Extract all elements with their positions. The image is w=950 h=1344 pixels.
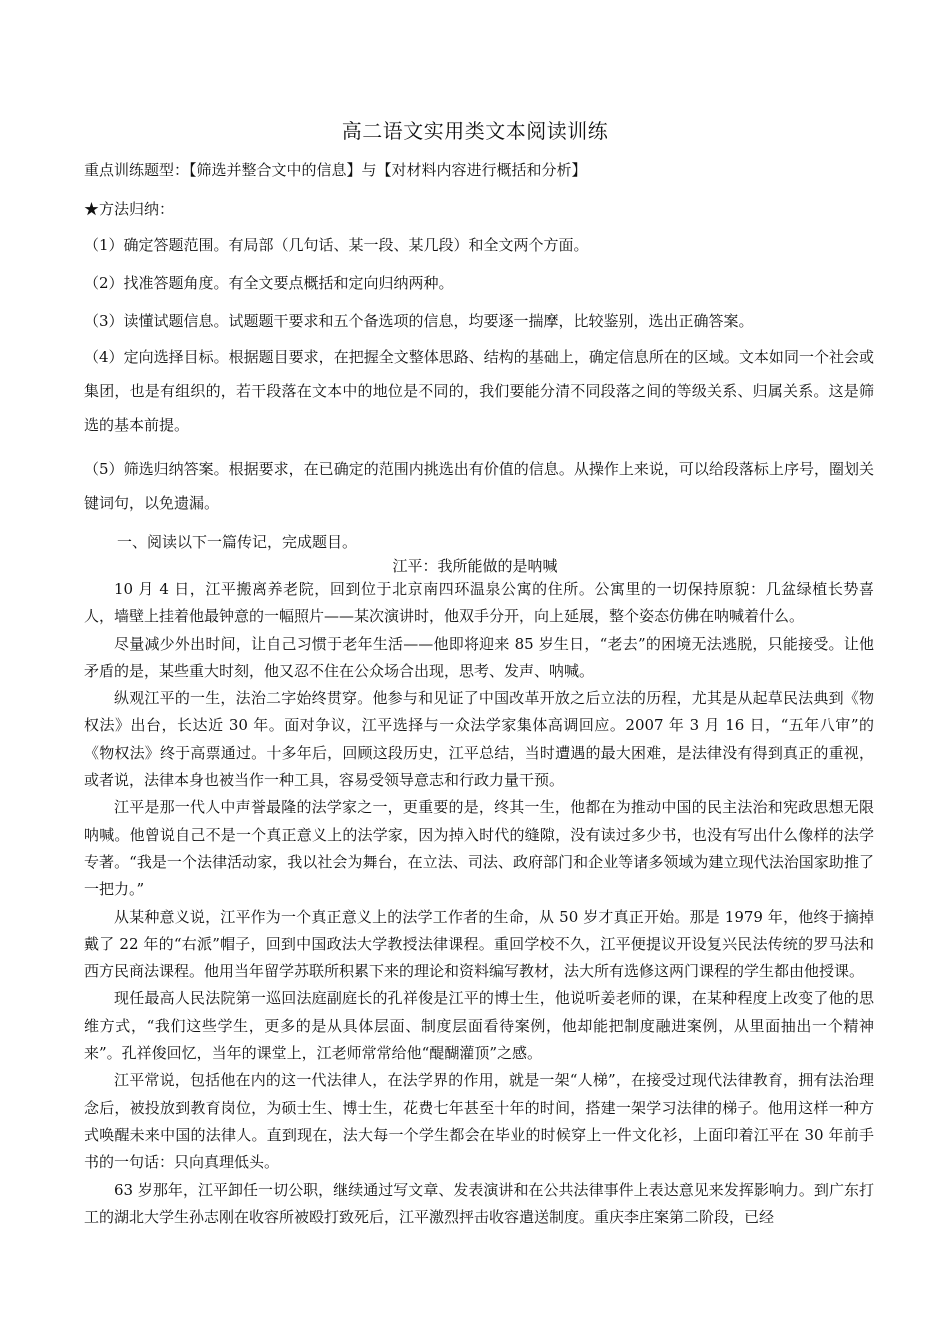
method-item-4: （4）定向选择目标。根据题目要求，在把握全文整体思路、结构的基础上，确定信息所在的区域。文本如同一个社会或集团，也是有组织的，若干段落在文本中的地位是不同的，我们要能分清不同段落之间的等级关系、归属关系。这是筛选的基本前提。 — [84, 348, 874, 434]
article-paragraph-4: 江平是那一代人中声誉最隆的法学家之一，更重要的是，终其一生，他都在为推动中国的民主法治和宪政思想无限呐喊。他曾说自己不是一个真正意义上的法学家，因为掉入时代的缝隙，没有读过多少书，也没有写出什么像样的法学专著。“我是一个法律活动家，我以社会为舞台，在立法、司法、政府部门和企业等诸多领域为建立现代法治国家助推了一把力。” — [84, 798, 874, 899]
article-paragraph-1: 10 月 4 日，江平搬离养老院，回到位于北京南四环温泉公寓的住所。公寓里的一切保持原貌：几盆绿植长势喜人，墙壁上挂着他最钟意的一幅照片——某次演讲时，他双手分开，向上延展，整个姿态仿佛在呐喊着什么。 — [84, 580, 874, 626]
method-item-1: （1）确定答题范围。有局部（几句话、某一段、某几段）和全文两个方面。 — [84, 236, 589, 254]
article-paragraph-3: 纵观江平的一生，法治二字始终贯穿。他参与和见证了中国改革开放之后立法的历程，尤其是从起草民法典到《物权法》出台，长达近 30 年。面对争议，江平选择与一众法学家集体高调回应。2007 年 3 月 16 日，“五年八审”的《物权法》终于高票通过。十多年后，回顾这段历史，江平总结，当时遭遇的最大困难，是法律没有得到真正的重视，或者说，法律本身也被当作一种工具，容易受领导意志和行政力量干预。 — [84, 689, 874, 790]
article-paragraph-2: 尽量减少外出时间，让自己习惯于老年生活——他即将迎来 85 岁生日，“老去”的困境无法逃脱，只能接受。让他矛盾的是，某些重大时刻，他又忍不住在公众场合出现，思考、发声、呐喊。 — [84, 634, 874, 680]
article-body — [84, 576, 874, 1231]
method-item-2: （2）找准答题角度。有全文要点概括和定向归纳两种。 — [84, 274, 454, 292]
method-heading: ★方法归纳： — [84, 200, 175, 218]
article-paragraph-6: 现任最高人民法院第一巡回法庭副庭长的孔祥俊是江平的博士生，他说听姜老师的课，在某种程度上改变了他的思维方式，“我们这些学生，更多的是从具体层面、制度层面看待案例，他却能把制度融进案例，从里面抽出一个精神来”。孔祥俊回忆，当年的课堂上，江老师常常给他“醍醐灌顶”之感。 — [84, 989, 874, 1063]
focus-types: 重点训练题型：【筛选并整合文中的信息】与【对材料内容进行概括和分析】 — [84, 161, 587, 179]
page-title: 高二语文实用类文本阅读训练 — [341, 119, 609, 143]
section-heading: 一、阅读以下一篇传记，完成题目。 — [117, 533, 358, 551]
method-item-3: （3）读懂试题信息。试题题干要求和五个备选项的信息，均要逐一揣摩，比较鉴别，选出正确答案。 — [84, 312, 754, 330]
article-title: 江平：我所能做的是呐喊 — [392, 557, 558, 575]
method-item-5: （5）筛选归纳答案。根据要求，在已确定的范围内挑选出有价值的信息。从操作上来说，可以给段落标上序号，圈划关键词句，以免遗漏。 — [84, 460, 874, 512]
article-paragraph-5: 从某种意义说，江平作为一个真正意义上的法学工作者的生命，从 50 岁才真正开始。那是 1979 年，他终于摘掉戴了 22 年的“右派”帽子，回到中国政法大学教授法律课程。重回学校不久，江平便提议开设复兴民法传统的罗马法和西方民商法课程。他用当年留学苏联所积累下来的理论和资料编写教材，法大所有选修这两门课程的学生都由他授课。 — [84, 907, 874, 981]
article-paragraph-8: 63 岁那年，江平卸任一切公职，继续通过写文章、发表演讲和在公共法律事件上表达意见来发挥影响力。到广东打工的湖北大学生孙志刚在收容所被殴打致死后，江平激烈抨击收容遣送制度。重庆李庄案第二阶段，已经 — [84, 1180, 874, 1226]
article-paragraph-7: 江平常说，包括他在内的这一代法律人，在法学界的作用，就是一架“人梯”，在接受过现代法律教育，拥有法治理念后，被投放到教育岗位，为硕士生、博士生，花费七年甚至十年的时间，搭建一架学习法律的梯子。他用这样一种方式唤醒未来中国的法律人。直到现在，法大每一个学生都会在毕业的时候穿上一件文化衫，上面印着江平在 30 年前手书的一句话：只向真理低头。 — [84, 1071, 874, 1172]
